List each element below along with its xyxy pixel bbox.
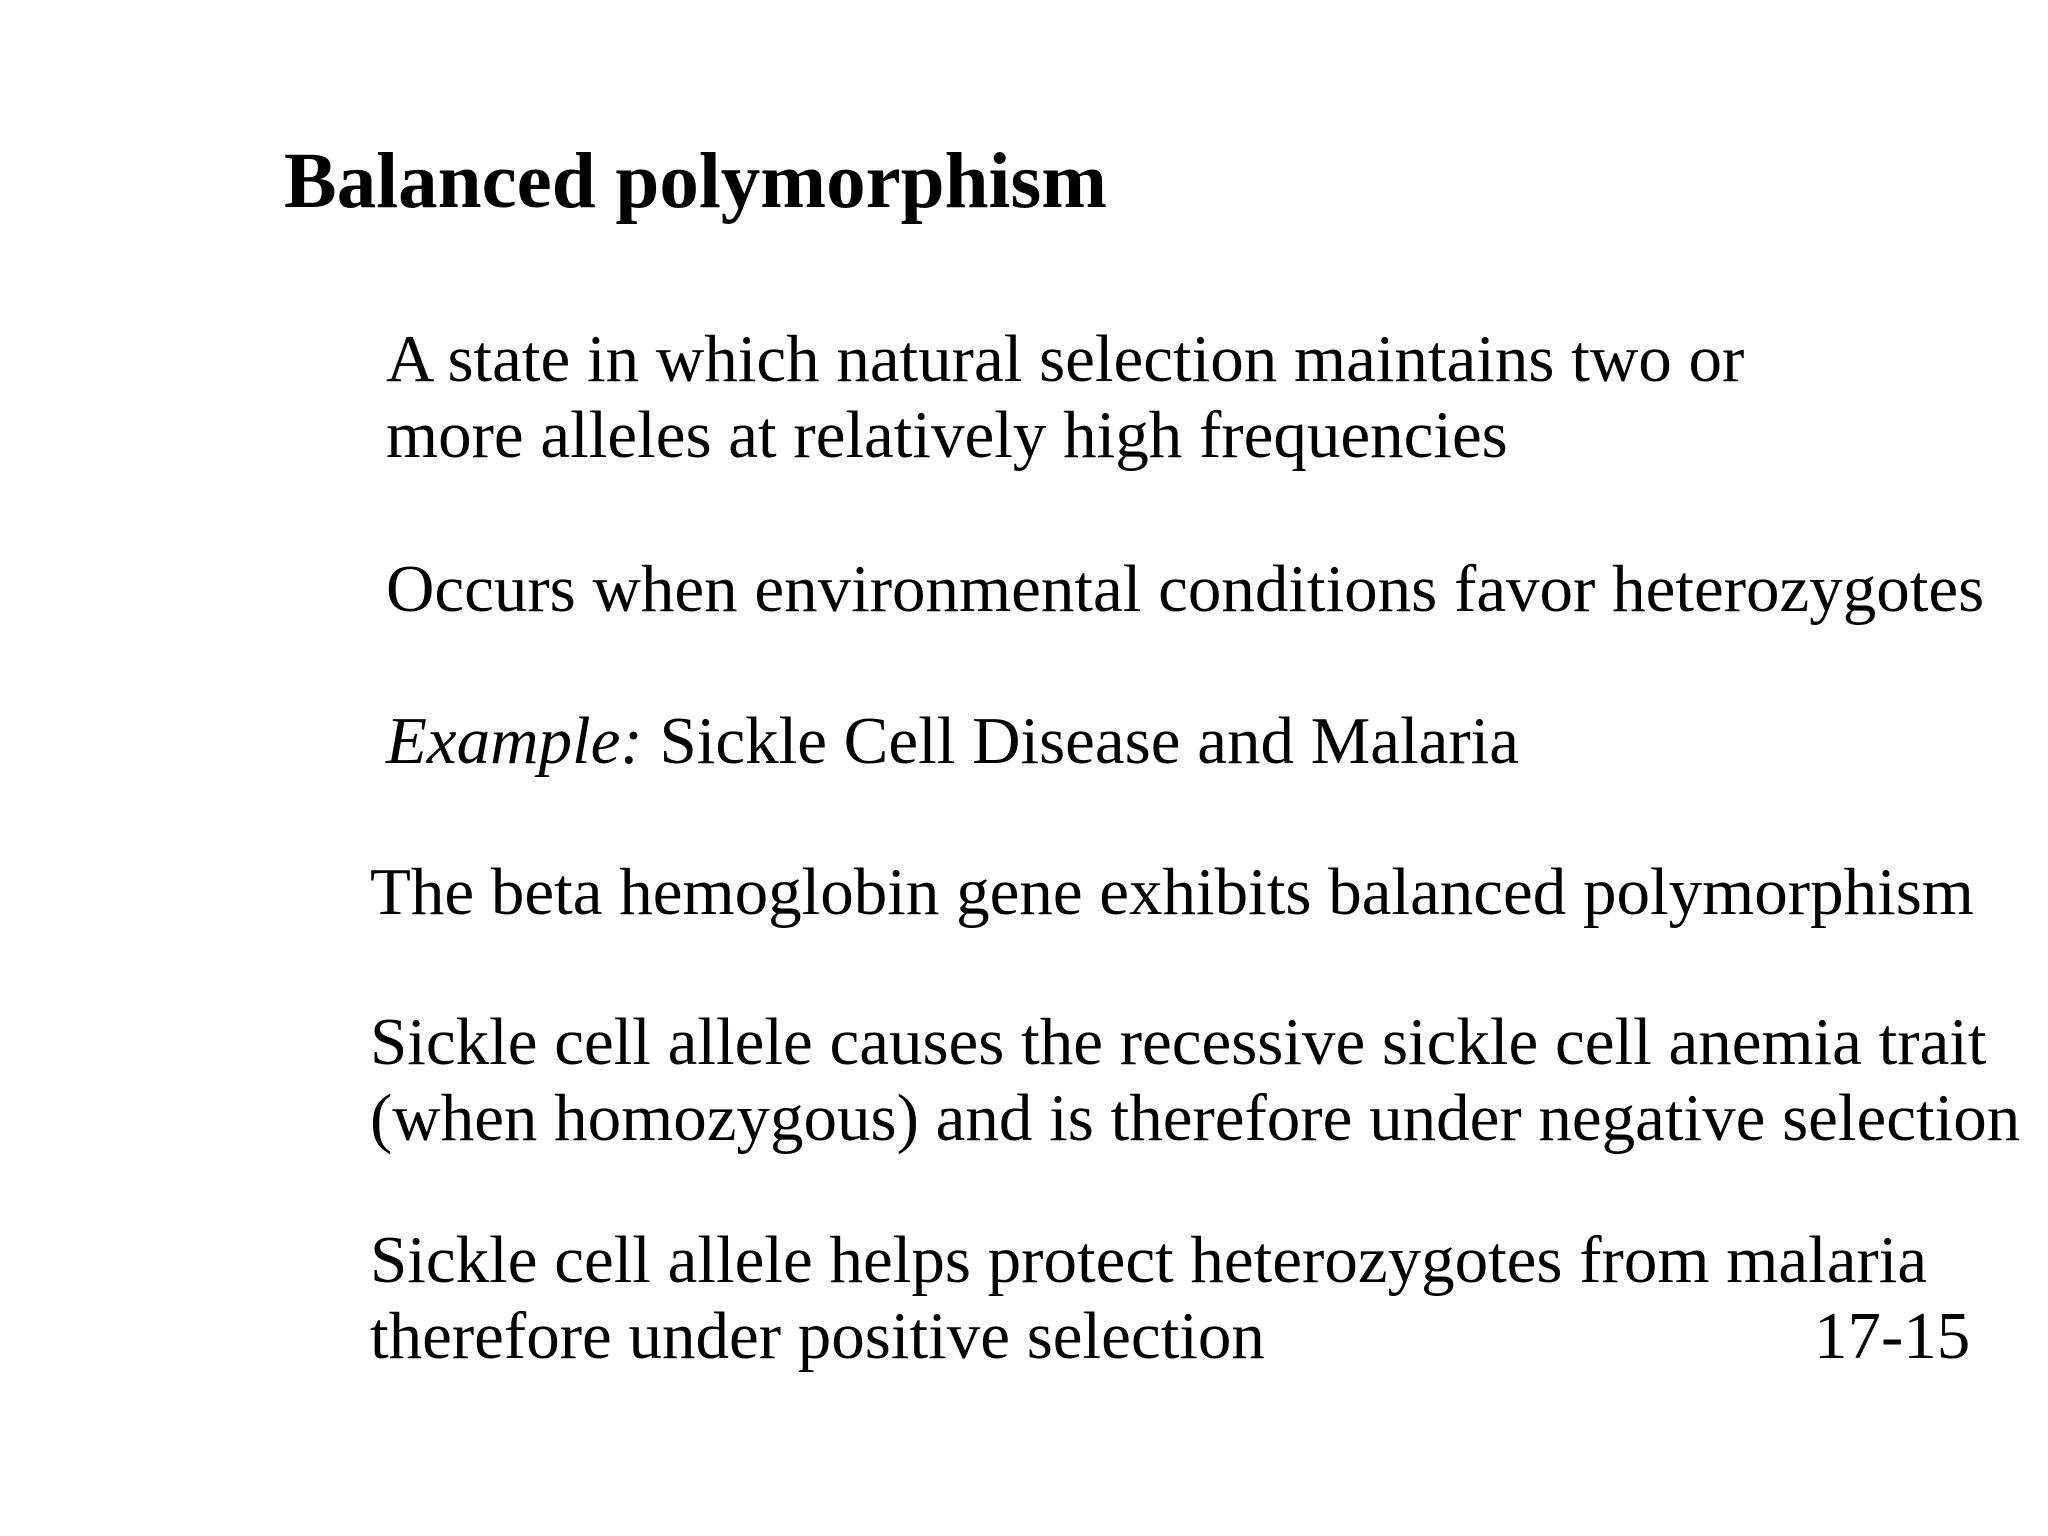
example-line — [386, 703, 1519, 779]
positive-selection-line-1: Sickle cell allele helps protect heterozygotes from malaria — [370, 1223, 1928, 1297]
positive-selection-line-2: therefore under positive selection — [370, 1299, 1265, 1373]
example-label: Example: — [386, 704, 643, 778]
occurs-paragraph — [386, 551, 1984, 627]
negative-selection-paragraph — [370, 1004, 2020, 1156]
definition-line-2: more alleles at relatively high frequencies — [386, 398, 1508, 472]
page-number: 17-15 — [1814, 1299, 1971, 1373]
beta-gene-text: The beta hemoglobin gene exhibits balanced polymorphism — [370, 855, 1974, 929]
occurs-text: Occurs when environmental conditions favor heterozygotes — [386, 552, 1985, 626]
definition-line-1: A state in which natural selection maintains two or — [386, 322, 1745, 396]
beta-gene-paragraph — [370, 854, 1974, 930]
slide-title: Balanced polymorphism — [284, 138, 1108, 225]
definition-paragraph — [386, 321, 1744, 473]
negative-selection-line-2: (when homozygous) and is therefore under negative selection — [370, 1081, 2021, 1155]
example-text: Sickle Cell Disease and Malaria — [642, 704, 1520, 778]
negative-selection-line-1: Sickle cell allele causes the recessive sickle cell anemia trait — [370, 1005, 1987, 1079]
example-paragraph — [386, 703, 1519, 779]
positive-selection-paragraph — [370, 1222, 1927, 1374]
